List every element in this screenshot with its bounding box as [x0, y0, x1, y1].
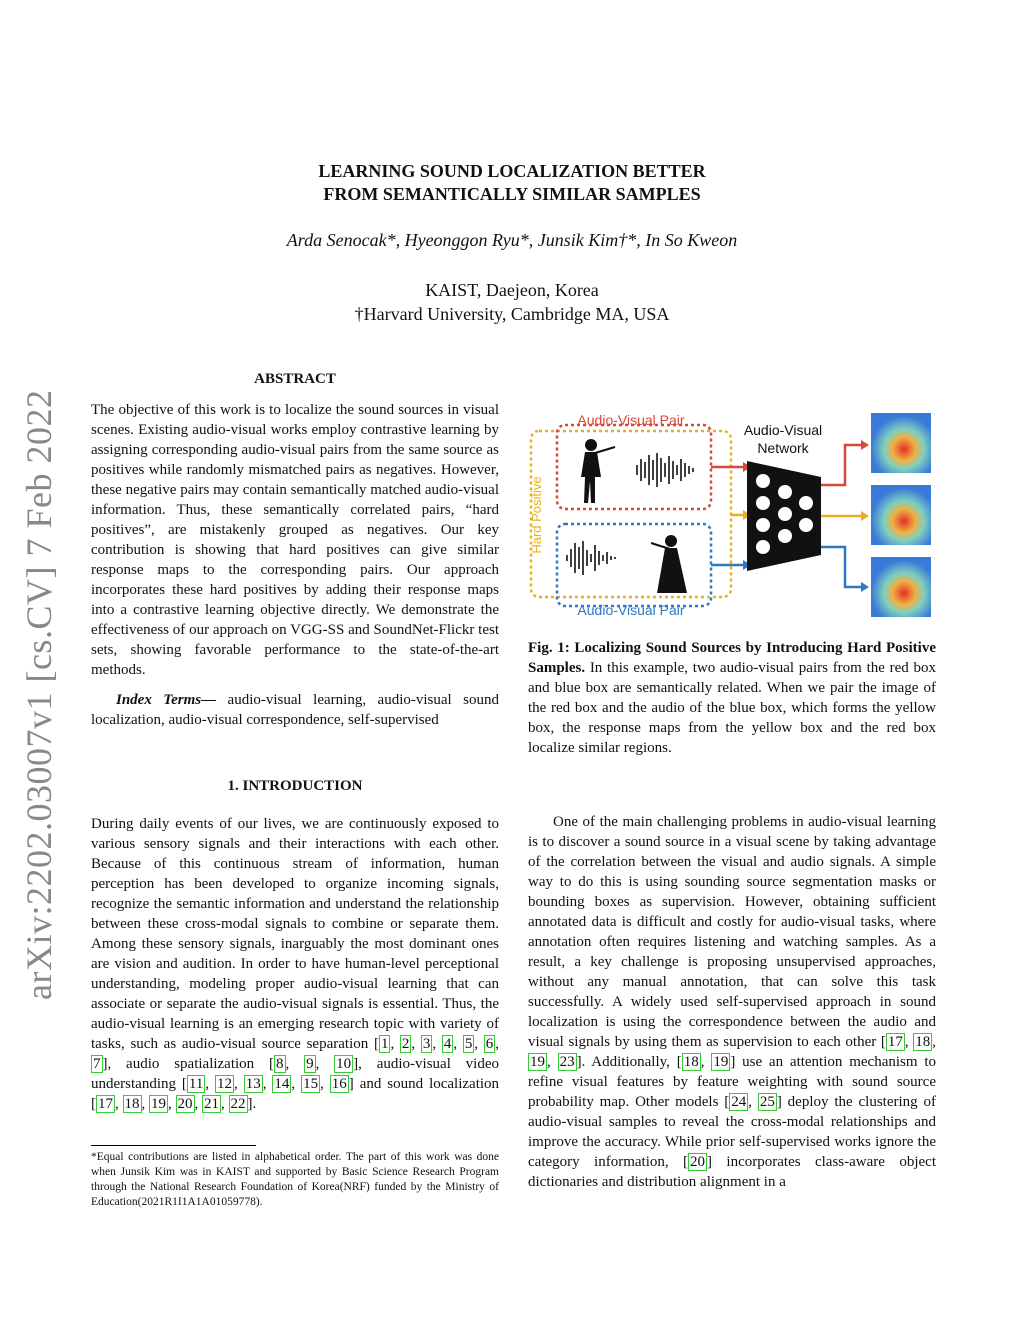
index-terms-label: Index Terms—: [116, 692, 217, 708]
affiliations: [0, 278, 1024, 326]
citation-link[interactable]: 6: [485, 1036, 494, 1052]
citation-link[interactable]: 18: [124, 1096, 140, 1112]
citation-link[interactable]: 21: [204, 1096, 219, 1112]
blue-pair-box: [557, 524, 711, 606]
citation-list: 17 , 18 , 19 , 23: [530, 1034, 937, 1070]
hard-positive-box: [531, 431, 731, 597]
citation-link[interactable]: 1: [380, 1036, 389, 1052]
introduction-paragraph: [91, 814, 499, 1114]
citation-list: 18 , 19: [683, 1054, 729, 1070]
right-text: ] incorporates class-aware object dictionaries and distribution alignment in a: [528, 1154, 936, 1190]
figure-caption: [528, 638, 936, 758]
citation-link[interactable]: 10: [336, 1056, 352, 1072]
intro-text: ], audio spatialization [: [102, 1056, 274, 1072]
network-label-1: Audio-Visual: [743, 422, 823, 438]
caption-label: Fig. 1: [528, 640, 565, 656]
citation-link[interactable]: 25: [759, 1094, 775, 1110]
top-pair-label: Audio-Visual Pair: [577, 412, 685, 428]
title-line-1: LEARNING SOUND LOCALIZATION BETTER: [318, 161, 706, 181]
citation-link[interactable]: 8: [276, 1056, 284, 1072]
right-column-text: [528, 812, 936, 1192]
citation-link[interactable]: 16: [331, 1076, 347, 1092]
footnote: *Equal contributions are listed in alphabetical order. The part of this work was done when Junsik Kim was in KAIST and supported by Basic Science Research Program through the National Research Foundation of Korea(NRF) funded by the Ministry of Education(2021R1I1A1A01059778).: [91, 1151, 499, 1208]
intro-text: ].: [247, 1096, 257, 1112]
right-text: ]. Additionally, [: [576, 1054, 682, 1070]
citation-link[interactable]: 15: [303, 1076, 319, 1092]
authors: Arda Senocak*, Hyeonggon Ryu*, Junsik Kim†*, In So Kweon: [286, 230, 738, 250]
citation-link[interactable]: 2: [401, 1036, 410, 1052]
citation-link[interactable]: 5: [464, 1036, 473, 1052]
citation-link[interactable]: 22: [230, 1096, 246, 1112]
introduction-section: [91, 776, 499, 1114]
citation-link[interactable]: 17: [98, 1096, 113, 1112]
red-pair-box: [557, 425, 711, 509]
citation-link[interactable]: 18: [915, 1034, 931, 1050]
network-label-2: Network: [757, 440, 809, 456]
right-text: ] use an attention mechanism to refine visual features by feature weighting with sound source probability map. Other models [: [528, 1054, 937, 1110]
response-map-red: [871, 413, 931, 473]
figure-1: [525, 405, 937, 625]
citation-link[interactable]: 3: [422, 1036, 431, 1052]
response-map-blue: [871, 557, 931, 617]
citation-link[interactable]: 4: [443, 1036, 452, 1052]
index-terms: [91, 690, 499, 730]
red-arrow-out: [821, 445, 861, 485]
title-line-2: FROM SEMANTICALLY SIMILAR SAMPLES: [323, 184, 701, 204]
citation-list: 11 , 12 , 13 , 14 , 15 , 16: [188, 1076, 347, 1092]
citation-link[interactable]: 23: [559, 1054, 575, 1070]
affiliation-1: KAIST, Daejeon, Korea: [425, 280, 599, 300]
intro-text: ] and sound localization [: [91, 1076, 500, 1112]
citation-list: 8 , 9 , 10: [276, 1056, 352, 1072]
citation-list: 1 , 2 , 3 , 4 , 5 , 6 , 7: [93, 1036, 500, 1072]
citation-link[interactable]: 24: [731, 1094, 747, 1110]
affiliation-2: †Harvard University, Cambridge MA, USA: [354, 304, 670, 324]
paper-title: [0, 160, 1024, 206]
waveform-bottom: [567, 541, 615, 575]
citation-link[interactable]: 20: [177, 1096, 193, 1112]
citation-link[interactable]: 19: [151, 1096, 166, 1112]
bottom-pair-label: Audio-Visual Pair: [577, 602, 685, 618]
introduction-heading: 1. INTRODUCTION: [227, 778, 363, 794]
arxiv-identifier: arXiv:2202.03007v1 [cs.CV] 7 Feb 2022: [19, 389, 59, 1000]
abstract-body: The objective of this work is to localize the sound sources in visual scenes. Existing audio-visual works employ contrastive learning by assigning corresponding audio-visual pairs from the same source as positives while randomly mismatched pairs as negatives. However, these negative pairs may contain semantically matched audio-visual information. Thus, these semantically correlated pairs, “hard positives”, are mistakenly grouped as negatives. Our key contribution is showing that hard positives can give similar response maps to the corresponding pairs. Our approach incorporates these hard positives by adding their response maps into a contrastive learning objective directly. We demonstrate the effectiveness of our approach on VGG-SS and SoundNet-Flickr test sets, showing favorable performance to the state-of-the-art methods.: [91, 402, 499, 678]
right-paragraph: [528, 812, 936, 1192]
hard-positive-label: Hard Positive: [529, 476, 544, 554]
citation-link[interactable]: 20: [690, 1154, 706, 1170]
intro-text: During daily events of our lives, we are continuously exposed to various sensory signals and their interactions with each other. Because of this continuous stream of information, human perception has been developed to organize incoming signals, recognize the semantic information and understand the relationship between these cross-modal signals to combine or separate them. Among these sensory signals, inarguably the most dominant ones are vision and audition. In order to have human-level perceptional understanding, modeling proper audio-visual learning that can associate or separate the audio-visual signals is essential. Thus, the audio-visual learning is an emerging research topic with variety of tasks, such as audio-visual source separation [: [91, 816, 499, 1052]
caption-bold: : Localizing Sound Sources by Introducing Hard Positive Samples.: [528, 640, 936, 676]
citation-link[interactable]: 17: [887, 1034, 903, 1050]
citation-link[interactable]: 12: [217, 1076, 233, 1092]
waveform-top: [637, 453, 693, 487]
citation-list: 24 , 25: [731, 1094, 775, 1110]
index-terms-text: audio-visual learning, audio-visual sound localization, audio-visual correspondence, self-supervised: [91, 692, 499, 728]
violinist-silhouette: [581, 439, 615, 503]
violinist-silhouette-female: [651, 535, 687, 593]
citation-list: 17 , 18 , 19 , 20 , 21 , 22: [98, 1096, 246, 1112]
caption-text: In this example, two audio-visual pairs from the red box and blue box are semantically related. When we pair the image of the red box and the audio of the blue box, which forms the yellow box, the response maps from the yellow box and the red box localize similar regions.: [528, 660, 936, 756]
citation-link[interactable]: 19: [530, 1054, 545, 1070]
citation-link[interactable]: 13: [245, 1076, 261, 1092]
right-text: ] deploy the clustering of audio-visual samples to reveal the cross-modal relationships and improve the accuracy. While prior self-supervised works ignore the category information, [: [528, 1094, 936, 1170]
citation-link[interactable]: 14: [274, 1076, 290, 1092]
abstract-section: [91, 369, 499, 730]
right-text: One of the main challenging problems in audio-visual learning is to discover a sound source in a visual scene by taking advantage of the correlation between the visual and audio signals. A simple way to do this is using sounding source segmentation masks or bounding boxes as supervision. However, obtaining sufficient annotated data is difficult and costly for audio-visual tasks, where annotation often requires listening and watching samples. As a result, a key challenge is proposing unsupervised approaches, without any manual annotation, that can solve this task successfully. A widely used self-supervised approach in sound localization is using the correspondence between the audio and visual signals by using them as supervision to each other [: [528, 814, 936, 1050]
citation-link[interactable]: 9: [306, 1056, 314, 1072]
intro-text: ], audio-visual video understanding [: [91, 1056, 500, 1092]
citation-link[interactable]: 19: [713, 1054, 729, 1070]
citation-link[interactable]: 18: [683, 1054, 699, 1070]
blue-arrow-out: [821, 547, 861, 587]
citation-link[interactable]: 11: [188, 1076, 204, 1092]
citation-list: [688, 1153, 707, 1171]
citation-link[interactable]: 7: [93, 1056, 101, 1072]
footnote-rule: [91, 1145, 256, 1146]
abstract-heading: ABSTRACT: [254, 371, 336, 387]
response-map-yellow: [871, 485, 931, 545]
